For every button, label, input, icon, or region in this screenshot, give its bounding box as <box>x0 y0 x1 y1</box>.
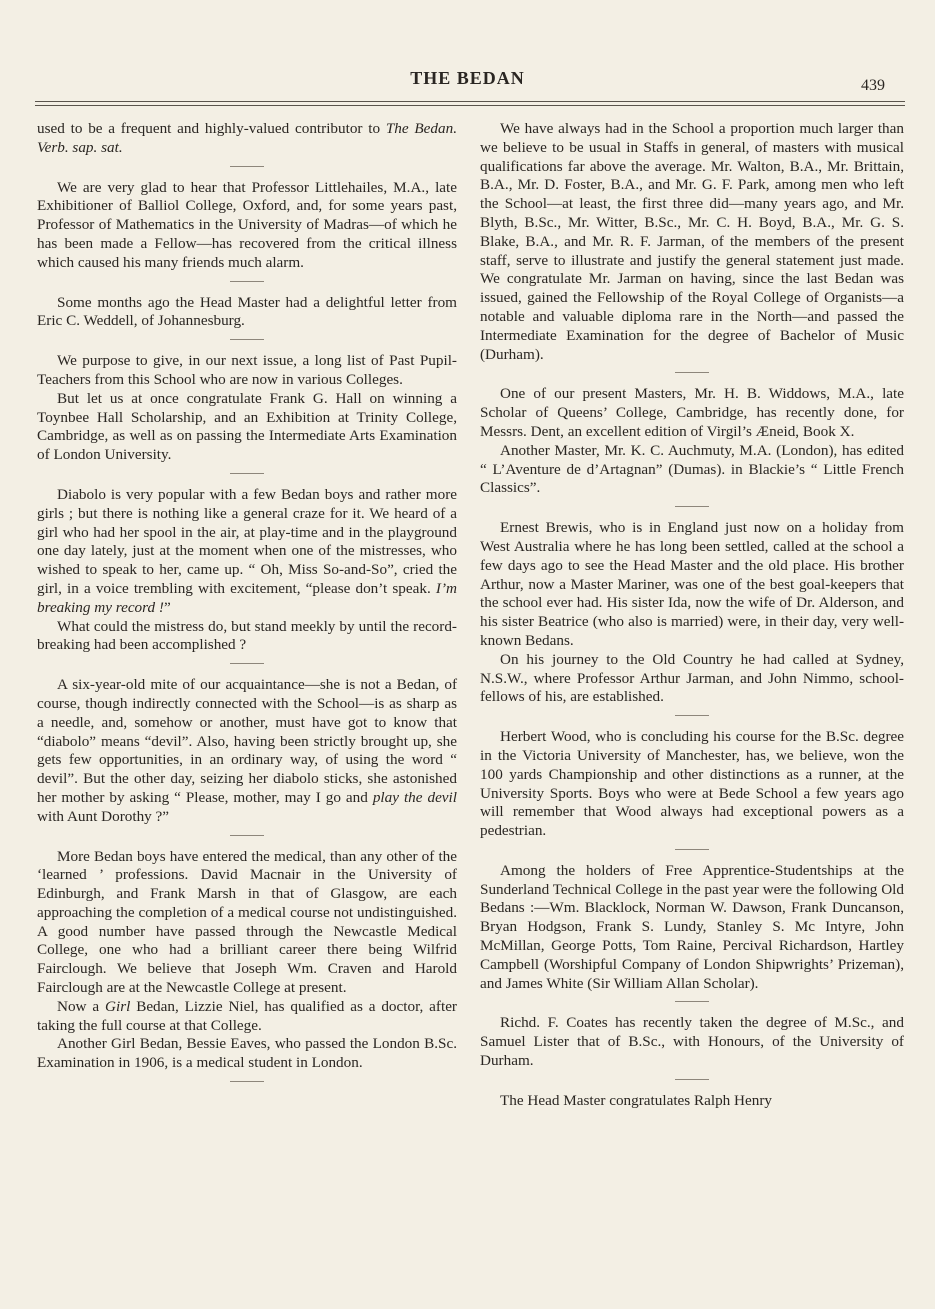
paragraph: We purpose to give, in our next issue, a long list of Past Pupil-Teachers from this School who are now in various Colleges. <box>37 352 457 388</box>
text-run: used to be a frequent and highly-valued contributor to <box>37 120 386 137</box>
italic-text: The Bedan. <box>385 120 457 137</box>
paragraph: The Head Master congratulates Ralph Henry <box>500 1091 773 1109</box>
italic-text: play the devil <box>372 788 457 806</box>
header-rule-bottom <box>35 105 905 106</box>
paragraph: We have always had in the School a proportion much larger than we believe to be usual in Staffs in general, of masters with musical qualifications far above the average. Mr. Walton, B.A., Mr. Brittain, B.A., Mr. D. Foster, B.A., and Mr. G. F. Park, among men who left the School—at least, the first three did—many years ago, and Mr. Blyth, B.Sc., Mr. Witter, B.Sc., Mr. C. H. Boyd, B.A., Mr. G. S. Blake, B.A., and Mr. R. F. Jarman, of the members of the present staff, serve to illustrate and justify the general statement just made. We congratulate Mr. Jarman on having, since the last Bedan was issued, gained the Fellowship of the Royal College of Organists—a notable and valuable diploma rare in the North—and passed the Intermediate Examination for the degree of Bachelor of Music (Durham). <box>480 120 904 363</box>
paragraph: Another Girl Bedan, Bessie Eaves, who passed the London B.Sc. Examination in 1906, is a medical student in London. <box>37 1035 457 1072</box>
paragraph <box>37 120 457 158</box>
section-separator <box>230 473 264 474</box>
header-rule-top <box>35 101 905 102</box>
paragraph: Herbert Wood, who is concluding his course for the B.Sc. degree in the Victoria University of Manchester, has, we believe, won the 100 yards Championship and other distinctions as a runner, at the University Sports. Boys who were at Bede School a few years ago will remember that Wood always had exceptional powers as a pedestrian. <box>480 728 904 840</box>
paragraph: We are very glad to hear that Professor Littlehailes, M.A., late Exhibitioner of Balliol College, Oxford, and, for some years past, Professor of Mathematics in the University of Madras—of which he has been made a Fellow—has recovered from the critical illness which caused his many friends much alarm. <box>37 178 457 271</box>
section-separator <box>675 849 709 850</box>
paragraph <box>37 486 457 618</box>
section-separator <box>675 1079 709 1080</box>
text-run: Diabolo is very popular with a few Bedan boys and rather more girls ; but there is nothing like a general craze for it. We heard of a girl who had her spool in the air, at play-time and in the playground one day lately, just at the moment when one of the mistresses, who wished to speak to her, came up. “ Oh, Miss So-and-So”, cried the girl, in a voice trembling with excitement, “please don’t speak. <box>37 485 457 597</box>
italic-text: I’m breaking my record ! <box>37 579 457 616</box>
section-separator <box>675 506 709 507</box>
page-number: 439 <box>861 77 885 94</box>
paragraph: One of our present Masters, Mr. H. B. Widdows, M.A., late Scholar of Queens’ College, Cambridge, has recently done, for Messrs. Dent, an excellent edition of Virgil’s Æneid, Book X. <box>480 385 904 440</box>
left-column <box>37 120 457 1094</box>
paragraph: But let us at once congratulate Frank G. Hall on winning a Toynbee Hall Scholarship, and an Exhibition at Trinity College, Cambridge, as well as on passing the Intermediate Arts Examination of London University. <box>37 389 457 464</box>
paragraph: Among the holders of Free Apprentice-Studentships at the Sunderland Technical College in the past year were the following Old Bedans :—Wm. Blacklock, Norman W. Dawson, Frank Duncanson, Bryan Hodgson, Frank S. Lundy, Stanley S. Mc Intyre, John McMillan, George Potts, Tom Raine, Percival Richardson, Hartley Campbell (Worshipful Company of London Shipwrights’ Prizeman), and James White (Sir William Allan Scholar). <box>480 861 904 992</box>
paragraph: More Bedan boys have entered the medical, than any other of the ‘learned ’ professions. David Macnair in the University of Edinburgh, and Frank Marsh in that of Glasgow, are each approaching the completion of a medical course not undistinguished. A good number have passed through the Newcastle Medical College, one who had a brilliant career there being Wilfrid Fairclough. We believe that Joseph Wm. Craven and Harold Fairclough are at the Newcastle College at present. <box>37 847 457 997</box>
section-separator <box>675 1001 709 1002</box>
text-run: with Aunt Dorothy ?” <box>37 807 170 825</box>
italic-text: Girl <box>105 997 131 1015</box>
section-separator <box>230 281 264 282</box>
paragraph: Some months ago the Head Master had a delightful letter from Eric C. Weddell, of Johannesburg. <box>37 293 457 330</box>
section-separator <box>675 372 709 373</box>
section-separator <box>230 166 264 167</box>
section-separator <box>230 835 264 836</box>
text-run: ” <box>163 598 171 616</box>
paragraph: On his journey to the Old Country he had called at Sydney, N.S.W., where Professor Arthur Jarman, and John Nimmo, school-fellows of his, are established. <box>480 650 904 706</box>
paragraph <box>37 676 457 826</box>
paragraph: Another Master, Mr. K. C. Auchmuty, M.A. (London), has edited “ L’Aventure de d’Artagnan” (Dumas). in Blackie’s “ Little French Classics”. <box>480 441 904 497</box>
paragraph: What could the mistress do, but stand meekly by until the record-breaking had been accomplished ? <box>37 617 457 654</box>
text-run: Now a <box>57 997 105 1015</box>
paragraph <box>37 998 457 1036</box>
text-run: A six-year-old mite of our acquaintance—she is not a Bedan, of course, though indirectly connected with the School—is as sharp as a needle, and, somehow or another, must have got to know that “diabolo” means “devil”. Also, having been strictly brought up, she gets few opportunities, in an ordinary way, of using the word “ devil”. But the other day, seizing her diabolo sticks, she astonished her mother by asking “ Please, mother, may I go and <box>37 676 457 806</box>
running-title: THE BEDAN <box>410 68 525 88</box>
right-column <box>480 120 904 1111</box>
paragraph: Richd. F. Coates has recently taken the degree of M.Sc., and Samuel Lister that of B.Sc., with Honours, of the University of Durham. <box>480 1014 904 1070</box>
paragraph: Ernest Brewis, who is in England just now on a holiday from West Australia where he has long been settled, called at the school a few days ago to see the Head Master and the old place. His brother Arthur, now a Master Mariner, was one of the best goal-keepers that the school ever had. His sister Ida, now the wife of Dr. Alderson, and his sister Beatrice (who also is married) were, in their day, very well-known Bedans. <box>480 519 904 649</box>
section-separator <box>230 1081 264 1082</box>
italic-text: Verb. sap. sat. <box>37 138 123 156</box>
text-run: Bedan, Lizzie Niel, has qualified as a doctor, after taking the full course at that College. <box>37 997 457 1034</box>
section-separator <box>230 663 264 664</box>
section-separator <box>230 339 264 340</box>
section-separator <box>675 715 709 716</box>
